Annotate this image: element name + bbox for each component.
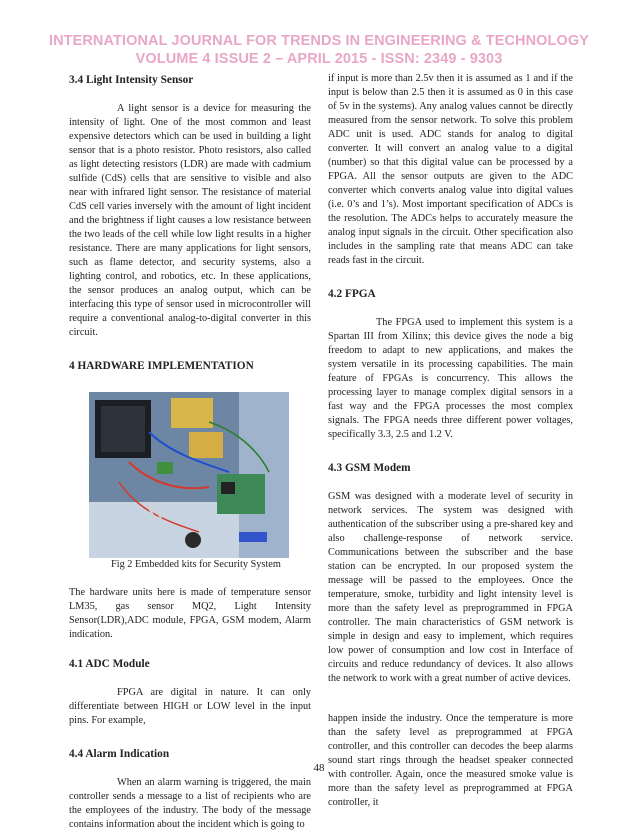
section-4-3-title: 4.3 GSM Modem [328, 462, 411, 474]
journal-volume: VOLUME 4 ISSUE 2 – APRIL 2015 - ISSN: 2349 - 9303 [135, 51, 503, 67]
alarm-continuation-body: happen inside the industry. Once the temperature is more than the safety level as preprogrammed at FPGA controller, and this controller can decodes the beep alarms sound start rings through the headset speaker connected with controller. Again, once the measured smoke value is more than the safety level as preprogrammed at FPGA controller, it [328, 713, 573, 808]
section-4-1-title: 4.1 ADC Module [69, 658, 150, 670]
section-4-2-title: 4.2 FPGA [328, 288, 376, 300]
embedded-kit-photo [89, 392, 289, 558]
page-number: 48 [313, 762, 325, 774]
section-4-2-body: The FPGA used to implement this system is a Spartan III from Xilinx; this device gives the node a big freedom to adapt to new applications, and makes the system versatile in its processing capabilities. The main feature of FPGAs is concurrency. This allows the processing layer to manage complex digital sensors in a fast way and the FPGA processes the most complex signals. The FPGA needs three different power voltages, specifically 3.3, 2.5 and 1.2 V. [328, 317, 573, 440]
right-column [328, 72, 573, 810]
section-4-title: 4 HARDWARE IMPLEMENTATION [69, 360, 254, 372]
section-4-4-body: When an alarm warning is triggered, the main controller sends a message to a list of recipients who are the employees of the industry. The body of the message contains information about the incident which is going to [69, 777, 311, 830]
journal-header [0, 32, 638, 68]
section-4-4-title: 4.4 Alarm Indication [69, 748, 170, 760]
section-4-1-body: FPGA are digital in nature. It can only differentiate between HIGH or LOW level in the input pins. For example, [69, 687, 311, 726]
figure-caption: Fig 2 Embedded kits for Security System [111, 559, 281, 570]
hardware-units-body: The hardware units here is made of temperature sensor LM35, gas sensor MQ2, Light Intensity Sensor(LDR),ADC module, FPGA, GSM modem, Alarm indication. [69, 587, 311, 640]
section-3-4-title: 3.4 Light Intensity Sensor [69, 74, 194, 86]
embedded-kit-illustration [89, 392, 289, 558]
journal-title: INTERNATIONAL JOURNAL FOR TRENDS IN ENGINEERING & TECHNOLOGY [48, 33, 590, 49]
adc-continuation-body: if input is more than 2.5v then it is assumed as 1 and if the input is below than 2.5 then it is assumed as 0 in this case of 5v in the systems). Any analog values cannot be directly measured from the sensor network. To solve this problem ADC unit is used. ADC stands for analog to digital converter. It will convert an analog value to a digital (number) so that this digital value can be processed by a FPGA. All the sensor outputs are given to the ADC converter which converts analog value into digital values (i.e. 0’s and 1’s). Most important specification of ADCs is the resolution. The ADCs helps to accurately measure the analog input signals in the circuit. Other specification also includes in the sampling rate that means ADC can take reads fast in the circuit. [328, 73, 573, 266]
left-column [69, 72, 311, 832]
section-3-4-body: A light sensor is a device for measuring the intensity of light. One of the most common and least expensive detectors which can be used in building a light sensor that is a photo resistor. Photo resistors, also called as light detecting resistors (LDR) are made with cadmium sulfide (CdS) cells that are sensitive to visible and also near with infrared light sensor. The resistance of material CdS cell varies inversely with the amount of light incident and the brightness if light causes a low resistance between the two leads of the cell while low light results in a higher resistance. There are many applications for light sensors, such as flame detector, and security systems, also a lighting control, and robotics, etc. In these applications, the sensor produces an analog output, which can be interfacing this type of sensor used in microcontroller will require a conventional analog-to-digital converter in this circuit. [69, 103, 311, 338]
section-4-3-body: GSM was designed with a moderate level of security in network services. The system was designed with authentication of the subscriber using a pre-shared key and also challenge-response of network service. Communications between the subscriber and the base station can be encrypted. In our proposed system the message will be passed to the employees. Once the temperature, smoke, turbidity and light intensity level is more than the safety level as preprogrammed in FPGA controller. The main characteristics of GSM network is simple in design and easy to implement, which requires low power of consumption and low cost in Interface of circuits and reduce redundancy of devices. It also allows the network to work with a great number of active devices. [328, 491, 573, 684]
